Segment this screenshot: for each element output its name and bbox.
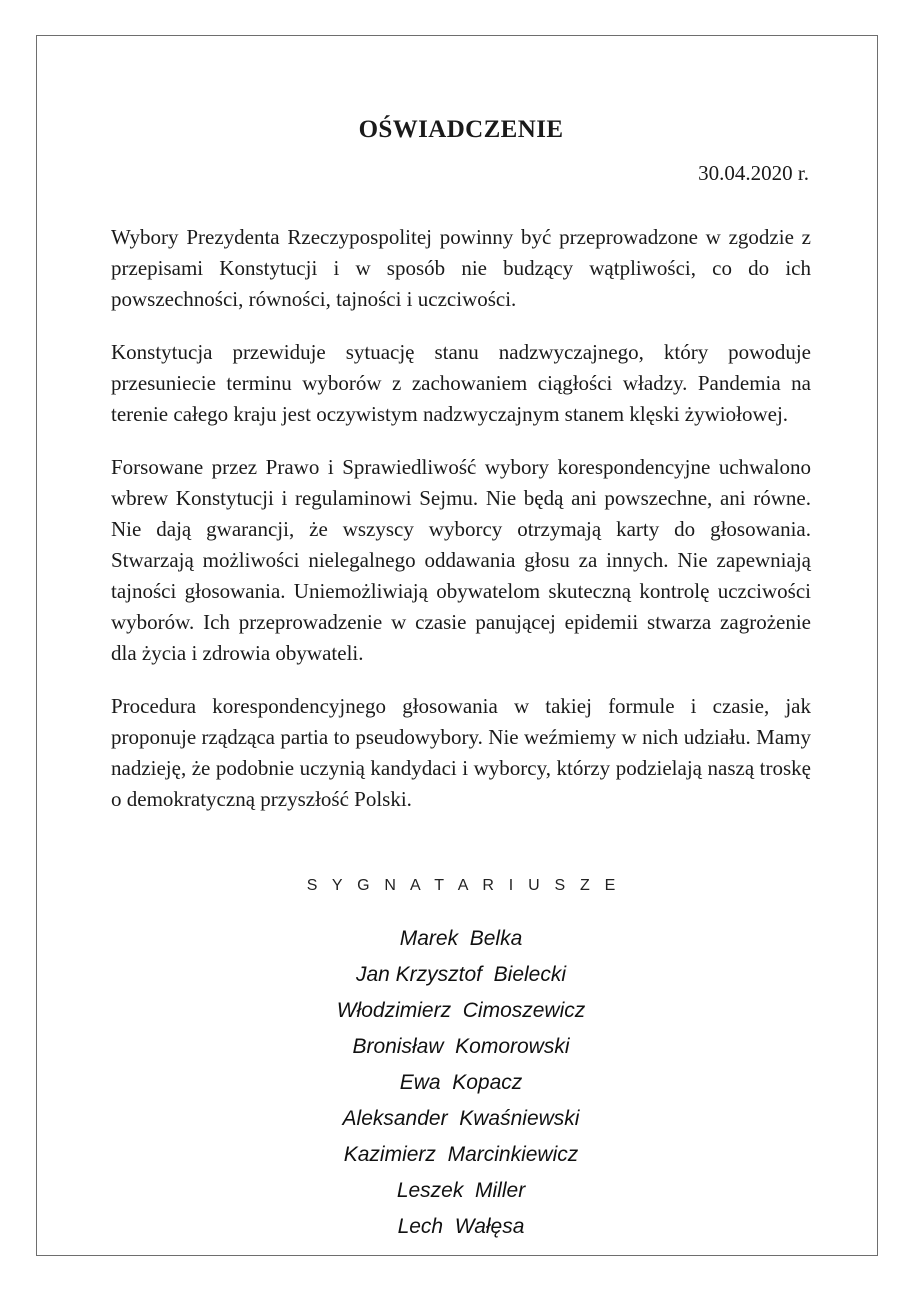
list-item: Bronisław Komorowski xyxy=(352,1034,570,1058)
document-date: 30.04.2020 r. xyxy=(698,160,809,185)
list-item: Marek Belka xyxy=(399,926,523,950)
document-page xyxy=(36,35,878,1256)
document-content-column xyxy=(111,36,811,1255)
body-paragraph: Wybory Prezydenta Rzeczypospolitej powinny być przeprowadzone w zgodzie z przepisami Konstytucji i w sposób nie budzący wątpliwości, co do ich powszechności, równości, tajności i uczciwości. xyxy=(111,224,811,311)
body-paragraph: Forsowane przez Prawo i Sprawiedliwość wybory korespondencyjne uchwalono wbrew Konstytucji i regulaminowi Sejmu. Nie będą ani powszechne, ani równe. Nie dają gwarancji, że wszyscy wyborcy otrzymają karty do głosowania. Stwarzają możliwości nielegalnego oddawania głosu za innych. Nie zapewniają tajności głosowania. Uniemożliwiają obywatelom skuteczną kontrolę uczciwości wyborów. Ich przeprowadzenie w czasie panującej epidemii stwarza zagrożenie dla życia i zdrowia obywateli. xyxy=(111,454,811,665)
signatories-list xyxy=(111,921,811,1245)
list-item: Aleksander Kwaśniewski xyxy=(342,1106,580,1130)
list-item: Lech Wałęsa xyxy=(397,1214,525,1238)
body-paragraph: Procedura korespondencyjnego głosowania w takiej formule i czasie, jak proponuje rządząca partia to pseudowybory. Nie weźmiemy w nich udziału. Mamy nadzieję, że podobnie uczynią kandydaci i wyborcy, którzy podzielają naszą troskę o demokratyczną przyszłość Polski. xyxy=(111,693,811,811)
list-item: Włodzimierz Cimoszewicz xyxy=(336,998,586,1022)
document-body xyxy=(111,186,811,815)
list-item: Kazimierz Marcinkiewicz xyxy=(343,1142,579,1166)
signatories-heading: S Y G N A T A R I U S Z E xyxy=(306,876,621,894)
list-item: Ewa Kopacz xyxy=(399,1070,523,1094)
page-title: OŚWIADCZENIE xyxy=(358,116,564,143)
body-paragraph: Konstytucja przewiduje sytuację stanu nadzwyczajnego, który powoduje przesuniecie terminu wyborów z zachowaniem ciągłości władzy. Pandemia na terenie całego kraju jest oczywistym nadzwyczajnym stanem klęski żywiołowej. xyxy=(111,339,811,426)
signatories-section xyxy=(111,815,811,1245)
list-item: Leszek Miller xyxy=(396,1178,526,1202)
list-item: Jan Krzysztof Bielecki xyxy=(355,962,567,986)
